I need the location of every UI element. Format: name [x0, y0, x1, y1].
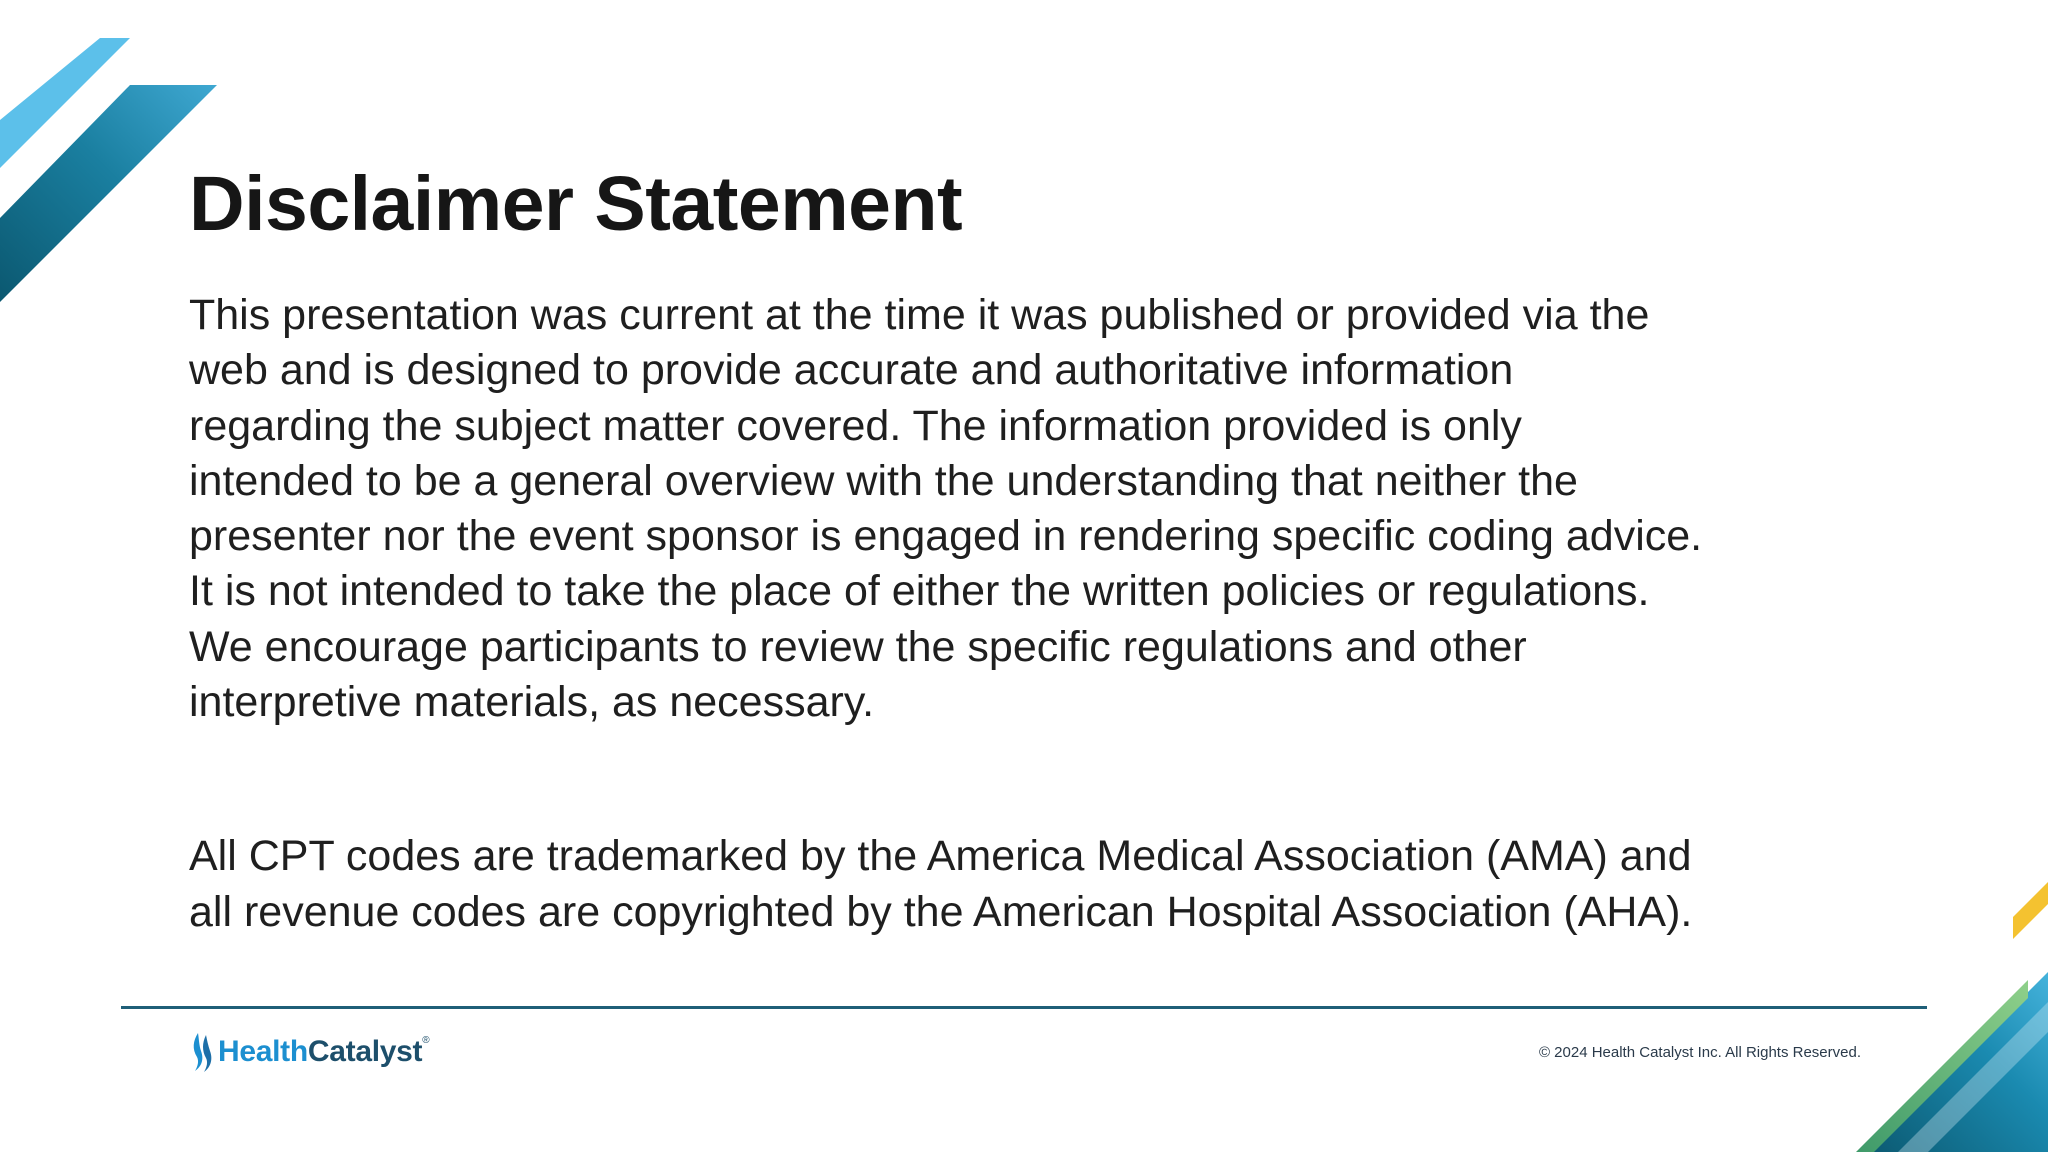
- paragraph-line: We encourage participants to review the specific regulations and other: [189, 622, 1527, 671]
- paragraph-line: web and is designed to provide accurate and authoritative information: [189, 346, 1514, 395]
- logo-wordmark: [218, 1035, 429, 1069]
- paragraph-line: All CPT codes are trademarked by the America Medical Association (AMA) and: [189, 832, 1692, 881]
- slide-title: Disclaimer Statement: [189, 161, 963, 247]
- yellow-stripe: [2013, 882, 2048, 939]
- logo-trademark: ®: [422, 1035, 430, 1046]
- paragraph-line: regarding the subject matter covered. The information provided is only: [189, 401, 1522, 450]
- paragraph-line: It is not intended to take the place of either the written policies or regulations.: [189, 567, 1650, 616]
- disclaimer-body: [189, 288, 1869, 940]
- paragraph-line: all revenue codes are copyrighted by the American Hospital Association (AHA).: [189, 887, 1693, 936]
- paragraph-line: presenter nor the event sponsor is engaged in rendering specific coding advice.: [189, 512, 1703, 561]
- paragraph-line: intended to be a general overview with the understanding that neither the: [189, 456, 1578, 505]
- paragraph-line: This presentation was current at the time it was published or provided via the: [189, 291, 1650, 339]
- copyright-notice: © 2024 Health Catalyst Inc. All Rights Reserved.: [1538, 1044, 1861, 1061]
- health-catalyst-flame-icon: [189, 1031, 215, 1073]
- paragraph-line: interpretive materials, as necessary.: [189, 678, 875, 727]
- trademark-paragraph: [189, 829, 1869, 940]
- footer-divider: [121, 1006, 1927, 1009]
- logo-word-health: Health: [218, 1035, 308, 1068]
- disclaimer-paragraph: [189, 288, 1869, 730]
- health-catalyst-logo: [189, 1030, 429, 1074]
- logo-word-catalyst: Catalyst: [307, 1035, 423, 1068]
- top-left-stripes-decoration: [0, 0, 230, 310]
